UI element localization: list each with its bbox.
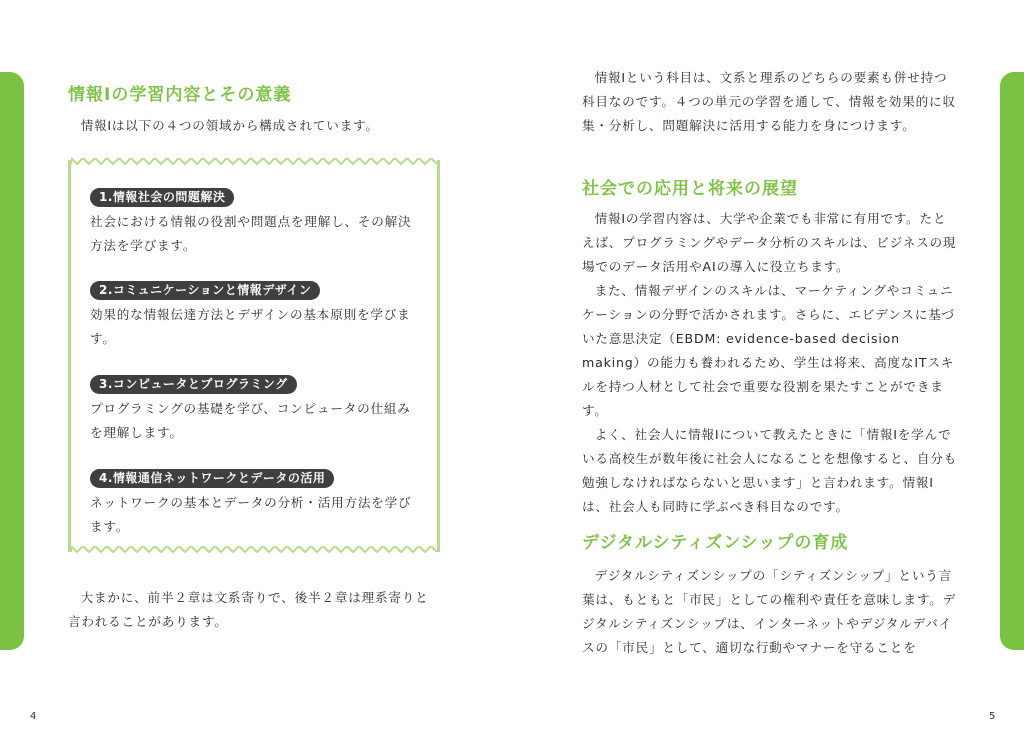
page-number-right: 5	[989, 711, 996, 722]
left-margin-bar	[0, 72, 24, 650]
area-title-badge: 4.情報通信ネットワークとデータの活用	[90, 469, 334, 488]
section-heading-learning: 情報Ⅰの学習内容とその意義	[68, 85, 292, 105]
subject-paragraph: 情報Ⅰという科目は、文系と理系のどちらの要素も併せ持つ科目なのです。４つの単元の学習を通して、情報を効果的に収集・分析し、問題解決に活用する能力を身につけます。	[582, 70, 956, 133]
application-paragraph: 情報Ⅰの学習内容は、大学や企業でも非常に有用です。たとえば、プログラミングやデータ分析のスキルは、ビジネスの現場でのデータ活用やAIの導入に役立ちます。	[582, 211, 957, 274]
learning-area-1	[90, 186, 420, 258]
zigzag-top-border	[71, 158, 437, 166]
zigzag-bottom-border	[71, 546, 437, 554]
learning-area-3	[90, 373, 420, 445]
area-title-badge: 3.コンピュータとプログラミング	[90, 375, 297, 394]
application-text-block	[582, 207, 958, 519]
learning-area-4	[90, 467, 420, 539]
area-title-badge: 2.コミュニケーションと情報デザイン	[90, 281, 320, 300]
intro-paragraph: 情報Ⅰは以下の４つの領域から構成されています。	[80, 118, 379, 133]
area-description: 効果的な情報伝達方法とデザインの基本原則を学びます。	[90, 307, 411, 346]
page-number-left: 4	[30, 711, 37, 722]
area-description: ネットワークの基本とデータの分析・活用方法を学びます。	[90, 495, 412, 534]
section-heading-citizenship: デジタルシティズンシップの育成	[582, 533, 849, 553]
learning-area-2	[90, 279, 420, 351]
area-description: プログラミングの基礎を学び、コンピュータの仕組みを理解します。	[90, 401, 411, 440]
right-margin-bar	[1000, 72, 1024, 650]
area-description: 社会における情報の役割や問題点を理解し、その解決方法を学びます。	[90, 214, 412, 253]
citizenship-paragraph: デジタルシティズンシップの「シティズンシップ」という言葉は、もともと「市民」としての権利や責任を意味します。デジタルシティズンシップは、インターネットやデジタルデバイスの「市民」として、適切な行動やマナーを守ることを	[582, 568, 957, 655]
area-title-badge: 1.情報社会の問題解決	[90, 188, 234, 207]
outro-paragraph: 大まかに、前半２章は文系寄りで、後半２章は理系寄りと言われることがあります。	[68, 590, 429, 629]
learning-areas-box	[68, 160, 440, 552]
application-paragraph: よく、社会人に情報Ⅰについて教えたときに「情報Ⅰを学んでいる高校生が数年後に社会人になることを想像すると、自分も勉強しなければならないと思います」と言われます。情報Ⅰは、社会人も同時に学ぶべき科目なのです。	[582, 427, 958, 514]
application-paragraph: また、情報デザインのスキルは、マーケティングやコミュニケーションの分野で活かされます。さらに、エビデンスに基づいた意思決定（EBDM: evidence-based decision making）の能力も養われるため、学生は将来、高度なITスキルを持つ人材として社会で重要な役割を果たすことができます。	[582, 283, 955, 418]
section-heading-application: 社会での応用と将来の展望	[582, 179, 798, 199]
